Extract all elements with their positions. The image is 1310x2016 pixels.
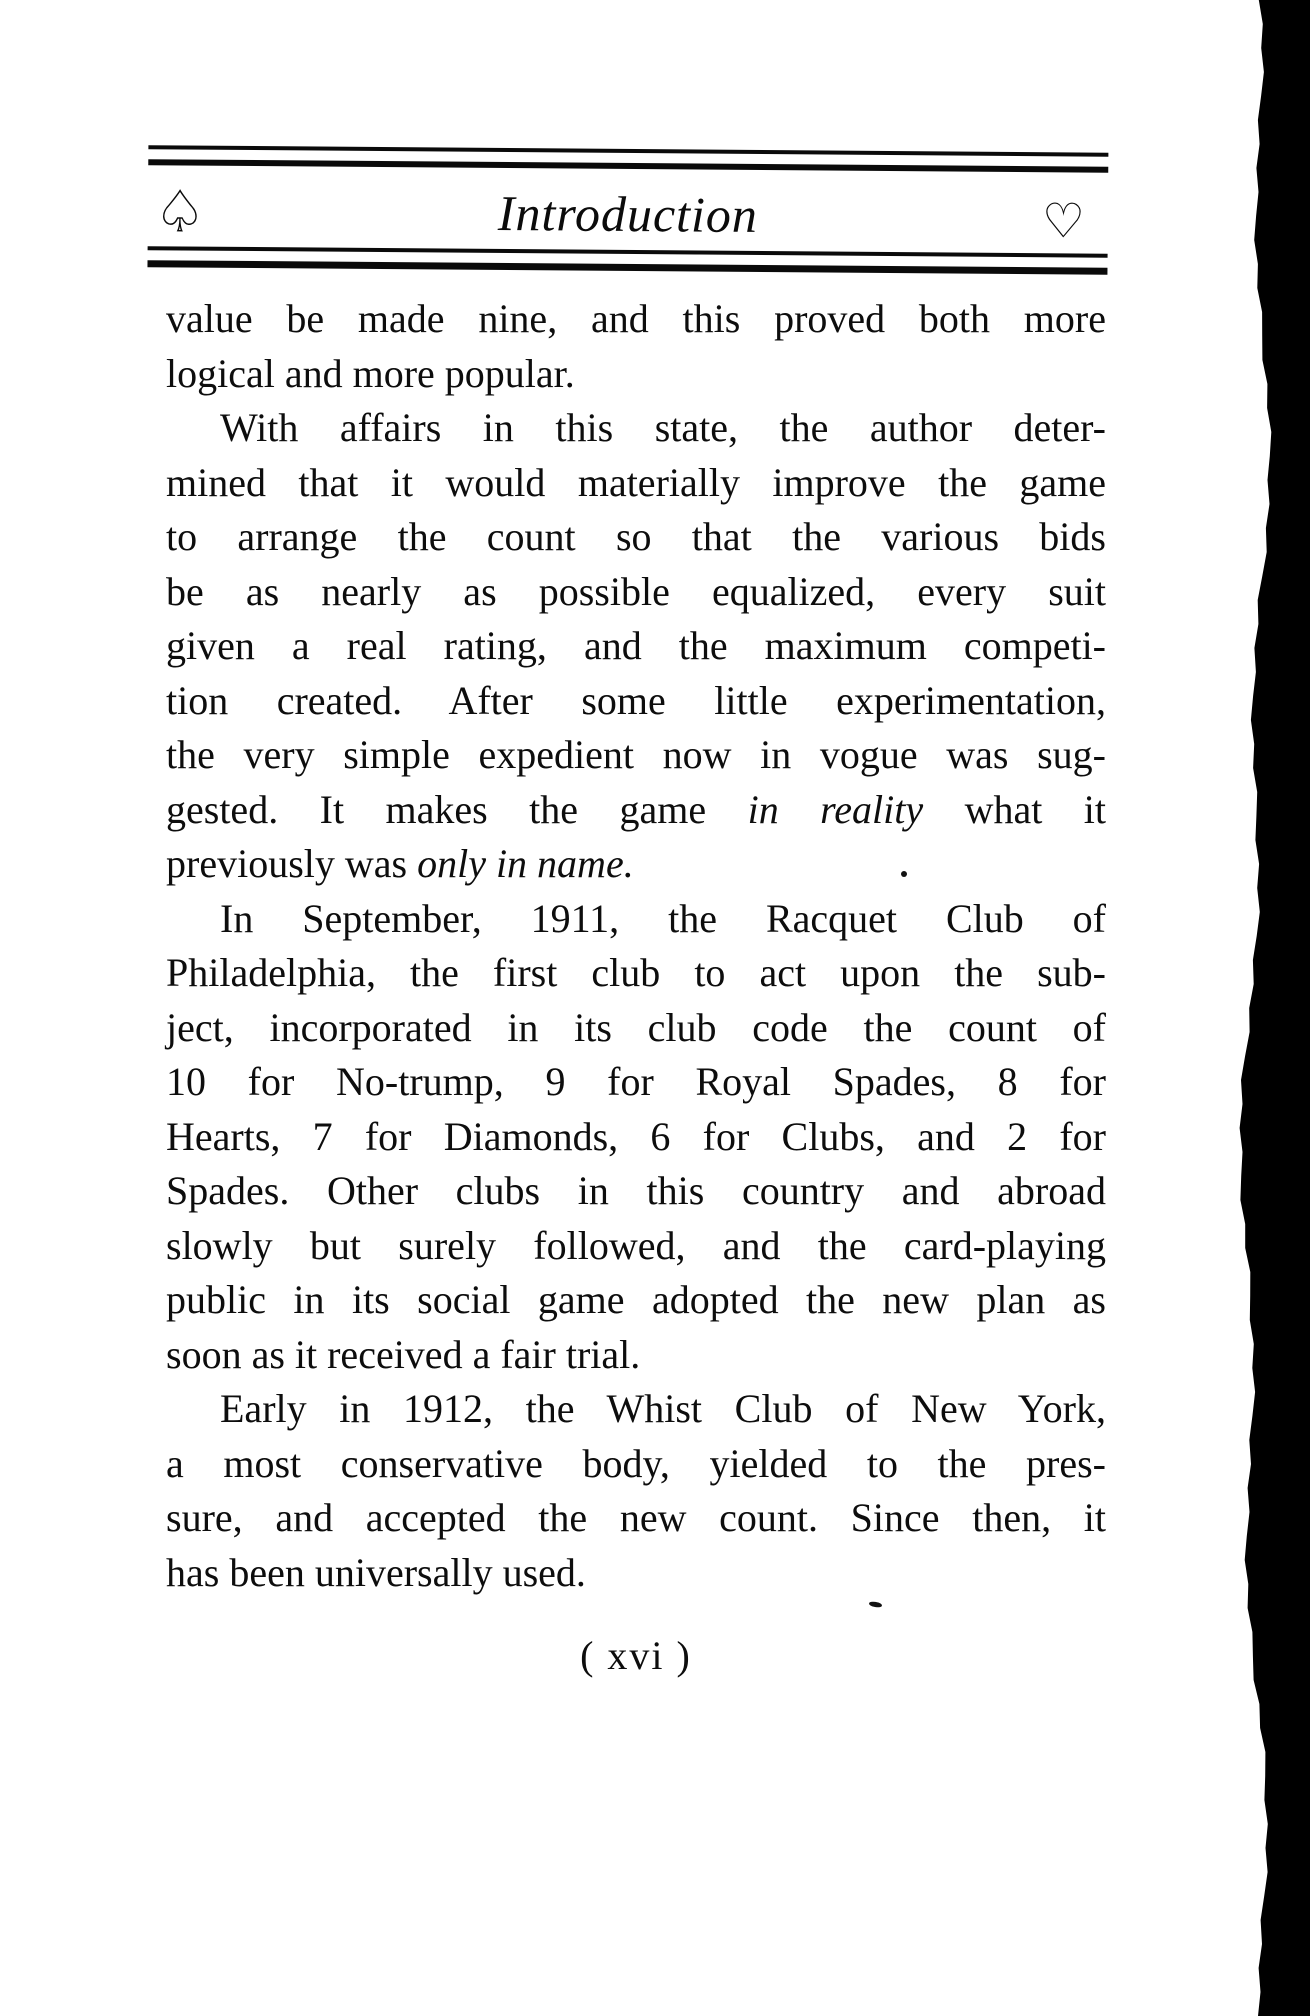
text-segment: be as nearly as possible equalized, every suit bbox=[166, 568, 1106, 614]
text-segment: ject, incorporated in its club code the count of bbox=[166, 1004, 1106, 1050]
text-segment: a most conservative body, yielded to the pres- bbox=[166, 1440, 1106, 1486]
text-segment: mined that it would materially improve the game bbox=[166, 459, 1106, 505]
text-segment: 10 for No-trump, 9 for Royal Spades, 8 for bbox=[166, 1059, 1106, 1104]
text-segment: Hearts, 7 for Diamonds, 6 for Clubs, and 2 for bbox=[166, 1113, 1106, 1159]
text-segment: Philadelphia, the first club to act upon the sub- bbox=[166, 950, 1106, 995]
text-segment: slowly but surely followed, and the card-playing bbox=[166, 1222, 1106, 1268]
text-segment: gested. It makes the game bbox=[166, 786, 748, 832]
text-segment: what it bbox=[923, 786, 1107, 832]
text-segment: logical and more popular. bbox=[166, 350, 575, 396]
text-segment: the very simple expedient now in vogue was sug- bbox=[166, 732, 1106, 777]
text-segment: value be made nine, and this proved both more bbox=[166, 296, 1106, 341]
text-segment: Spades. Other clubs in this country and abroad bbox=[166, 1168, 1106, 1213]
text-segment: to arrange the count so that the various bids bbox=[166, 514, 1106, 559]
heart-suit-icon: ♡ bbox=[1041, 193, 1086, 250]
text-segment: soon as it received a fair trial. bbox=[166, 1331, 641, 1377]
spade-suit-icon: ♤ bbox=[153, 177, 207, 246]
italic-text-segment: in reality bbox=[747, 786, 924, 832]
text-segment: tion created. After some little experimentation, bbox=[166, 677, 1106, 723]
text-segment: previously was bbox=[166, 841, 418, 886]
text-segment: given a real rating, and the maximum competi- bbox=[166, 623, 1106, 668]
text-segment: sure, and accepted the new count. Since then, it bbox=[166, 1495, 1106, 1540]
text-segment: Early in 1912, the Whist Club of New York, bbox=[220, 1386, 1106, 1431]
text-segment: has been universally used. bbox=[166, 1549, 586, 1595]
page-title: Introduction bbox=[497, 184, 759, 244]
page-number: ( xvi ) bbox=[580, 1633, 692, 1678]
italic-text-segment: only in name. bbox=[417, 841, 634, 886]
text-segment: In September, 1911, the Racquet Club of bbox=[220, 895, 1106, 941]
text-segment: With affairs in this state, the author deter- bbox=[220, 405, 1106, 450]
text-segment: public in its social game adopted the new plan as bbox=[166, 1277, 1106, 1322]
